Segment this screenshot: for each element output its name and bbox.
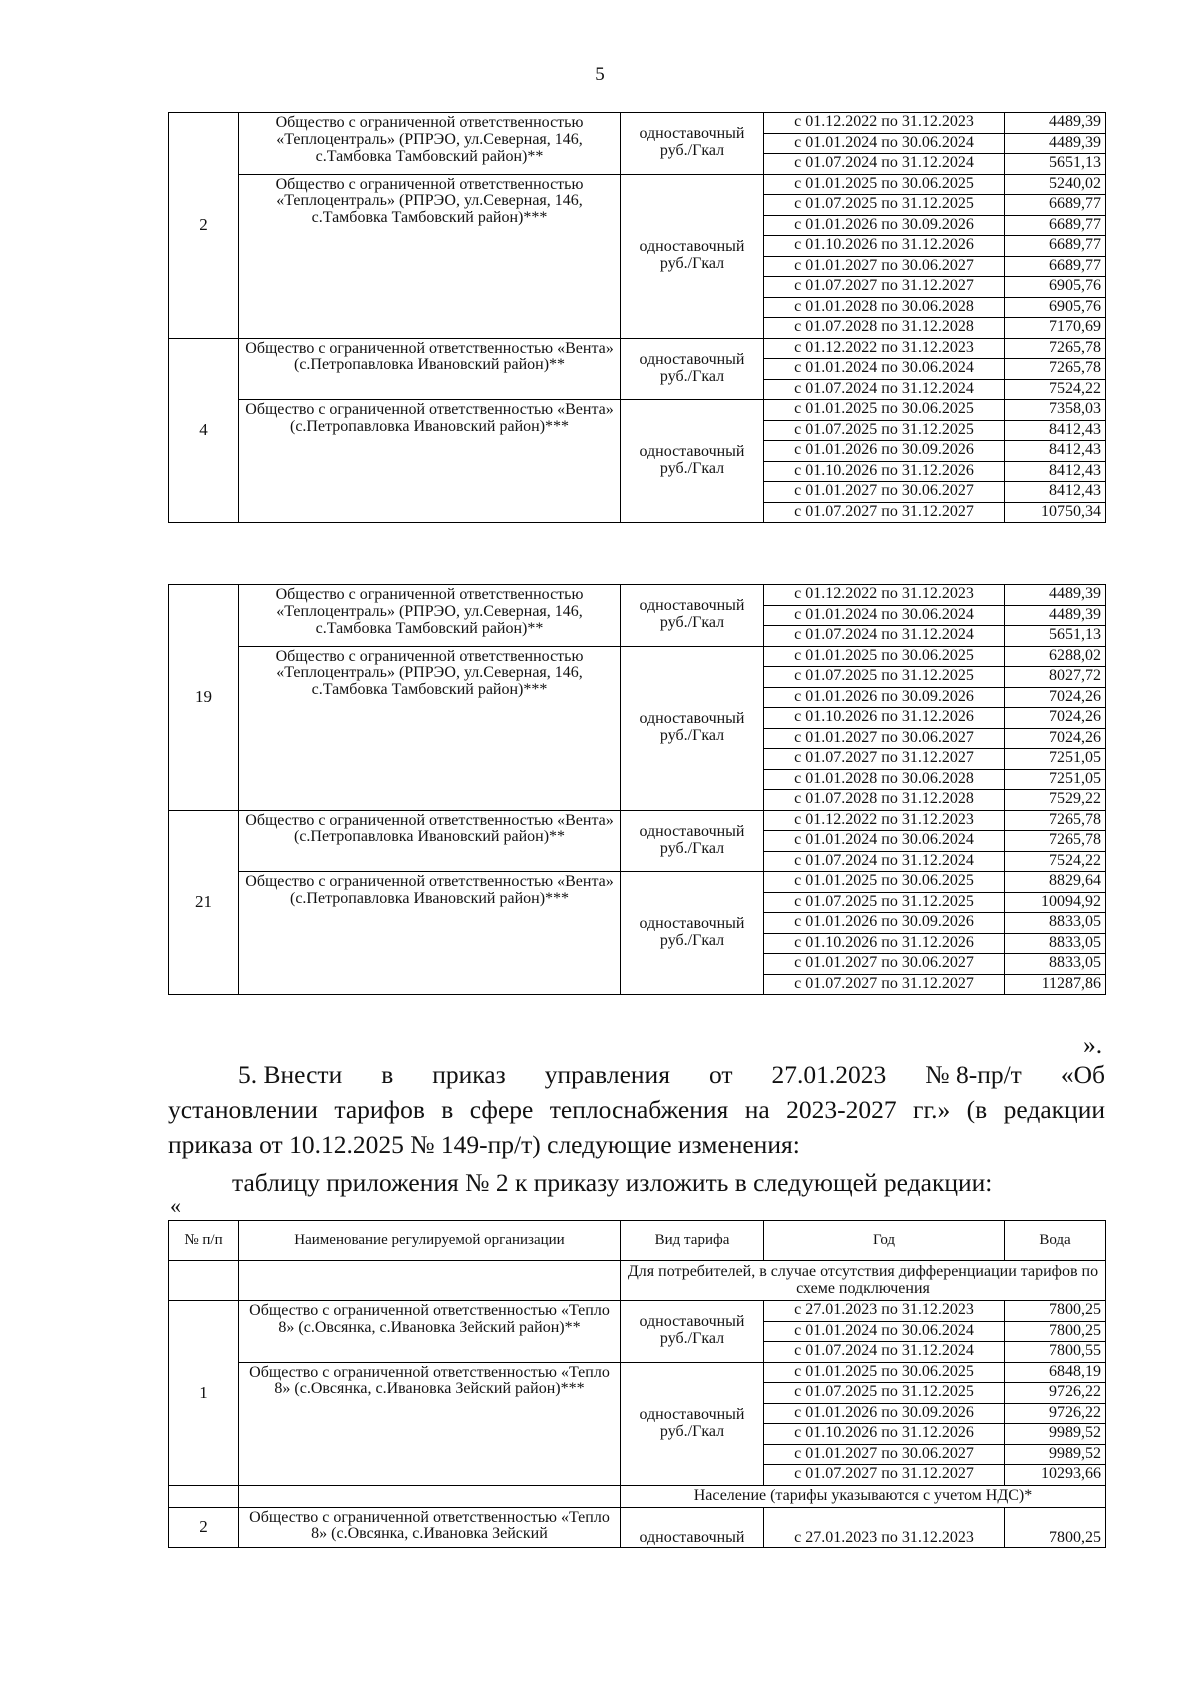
tariff-type: одноставочный руб./Гкал [621, 1301, 764, 1363]
row-number: 21 [169, 810, 239, 995]
value-cell: 9726,22 [1005, 1383, 1106, 1404]
value-cell: 8833,05 [1005, 933, 1106, 954]
section-consumers: Для потребителей, в случае отсутствия дифференциации тарифов по схеме подключения [621, 1261, 1106, 1301]
period-cell: с 01.01.2025 по 30.06.2025 [764, 1362, 1005, 1383]
period-cell: с 01.01.2026 по 30.09.2026 [764, 215, 1005, 236]
tariff-row [169, 338, 1106, 359]
tariff-row [169, 1301, 1106, 1322]
tariff-type: одноставочный руб./Гкал [621, 872, 764, 995]
organization-name: Общество с ограниченной ответственностью «Тепло 8» (с.Овсянка, с.Ивановка Зейский [239, 1507, 621, 1547]
item5-word: «Об [1060, 1060, 1105, 1089]
period-cell: с 01.10.2026 по 31.12.2026 [764, 461, 1005, 482]
period-cell: с 01.01.2027 по 30.06.2027 [764, 256, 1005, 277]
value-cell: 7024,26 [1005, 728, 1106, 749]
value-cell: 10293,66 [1005, 1465, 1106, 1486]
period-cell: с 27.01.2023 по 31.12.2023 [764, 1507, 1005, 1547]
header-number: № п/п [169, 1221, 239, 1261]
value-cell: 7524,22 [1005, 851, 1106, 872]
value-cell: 7170,69 [1005, 318, 1106, 339]
organization-name: Общество с ограниченной ответственностью «Теплоцентраль» (РПРЭО, ул.Северная, 146, с.Тамбовка Тамбовский район)** [239, 113, 621, 175]
organization-name: Общество с ограниченной ответственностью «Теплоцентраль» (РПРЭО, ул.Северная, 146, с.Тамбовка Тамбовский район)*** [239, 174, 621, 338]
period-cell: с 01.01.2024 по 30.06.2024 [764, 359, 1005, 380]
period-cell: с 01.07.2027 по 31.12.2027 [764, 749, 1005, 770]
item5-word: № 8-пр/т [925, 1060, 1022, 1089]
value-cell: 5651,13 [1005, 626, 1106, 647]
open-quote: « [170, 1193, 181, 1218]
organization-name: Общество с ограниченной ответственностью «Вента» (с.Петропавловка Ивановский район)** [239, 338, 621, 400]
period-cell: с 01.07.2027 по 31.12.2027 [764, 277, 1005, 298]
period-cell: с 27.01.2023 по 31.12.2023 [764, 1301, 1005, 1322]
period-cell: с 01.01.2028 по 30.06.2028 [764, 769, 1005, 790]
row-number: 19 [169, 585, 239, 811]
value-cell: 6689,77 [1005, 215, 1106, 236]
tariff-table-body [169, 1221, 1106, 1548]
item5-word: 27.01.2023 [771, 1060, 887, 1089]
value-cell: 7800,25 [1005, 1321, 1106, 1342]
item5-line1 [238, 1060, 1105, 1090]
period-cell: с 01.07.2028 по 31.12.2028 [764, 318, 1005, 339]
tariff-type: одноставочный руб./Гкал [621, 810, 764, 872]
value-cell: 10094,92 [1005, 892, 1106, 913]
item5-word: управления [544, 1060, 670, 1089]
value-cell: 6905,76 [1005, 297, 1106, 318]
value-cell: 6689,77 [1005, 236, 1106, 257]
period-cell: с 01.01.2025 по 30.06.2025 [764, 872, 1005, 893]
section-empty-cell [169, 1485, 239, 1507]
period-cell: с 01.07.2025 по 31.12.2025 [764, 420, 1005, 441]
page-number: 5 [595, 64, 605, 85]
section-row [169, 1485, 1106, 1507]
period-cell: с 01.01.2027 по 30.06.2027 [764, 1444, 1005, 1465]
period-cell: с 01.10.2026 по 31.12.2026 [764, 708, 1005, 729]
period-cell: с 01.07.2025 по 31.12.2025 [764, 667, 1005, 688]
value-cell: 7800,25 [1005, 1301, 1106, 1322]
value-cell: 7265,78 [1005, 831, 1106, 852]
value-cell: 4489,39 [1005, 133, 1106, 154]
value-cell: 4489,39 [1005, 113, 1106, 134]
value-cell: 8412,43 [1005, 420, 1106, 441]
value-cell: 6905,76 [1005, 277, 1106, 298]
period-cell: с 01.07.2025 по 31.12.2025 [764, 892, 1005, 913]
period-cell: с 01.07.2024 по 31.12.2024 [764, 626, 1005, 647]
period-cell: с 01.01.2026 по 30.09.2026 [764, 687, 1005, 708]
organization-name: Общество с ограниченной ответственностью «Тепло 8» (с.Овсянка, с.Ивановка Зейский район)*** [239, 1362, 621, 1485]
period-cell: с 01.12.2022 по 31.12.2023 [764, 338, 1005, 359]
period-cell: с 01.01.2025 по 30.06.2025 [764, 174, 1005, 195]
value-cell: 4489,39 [1005, 605, 1106, 626]
section-row [169, 1261, 1106, 1301]
period-cell: с 01.07.2025 по 31.12.2025 [764, 195, 1005, 216]
value-cell: 7358,03 [1005, 400, 1106, 421]
tariff-row [169, 113, 1106, 134]
item5-word: 5. Внести [238, 1060, 343, 1089]
value-cell: 7265,78 [1005, 338, 1106, 359]
value-cell: 7529,22 [1005, 790, 1106, 811]
tariff-table-body [169, 585, 1106, 995]
period-cell: с 01.01.2026 по 30.09.2026 [764, 441, 1005, 462]
item5-line3: приказа от 10.12.2025 № 149-пр/т) следующие изменения: [168, 1130, 800, 1159]
period-cell: с 01.12.2022 по 31.12.2023 [764, 585, 1005, 606]
item5-line2 [168, 1095, 1105, 1125]
organization-name: Общество с ограниченной ответственностью «Тепло 8» (с.Овсянка, с.Ивановка Зейский район)** [239, 1301, 621, 1363]
item5-line4: таблицу приложения № 2 к приказу изложить в следующей редакции: [232, 1168, 993, 1197]
period-cell: с 01.07.2025 по 31.12.2025 [764, 1383, 1005, 1404]
header-water: Вода [1005, 1221, 1106, 1261]
tariff-row [169, 810, 1106, 831]
period-cell: с 01.01.2025 по 30.06.2025 [764, 400, 1005, 421]
tariff-row [169, 585, 1106, 606]
value-cell: 9726,22 [1005, 1403, 1106, 1424]
value-cell: 7265,78 [1005, 810, 1106, 831]
organization-name: Общество с ограниченной ответственностью «Теплоцентраль» (РПРЭО, ул.Северная, 146, с.Тамбовка Тамбовский район)** [239, 585, 621, 647]
row-number: 1 [169, 1301, 239, 1486]
period-cell: с 01.10.2026 по 31.12.2026 [764, 1424, 1005, 1445]
tariff-type: одноставочный руб./Гкал [621, 646, 764, 810]
period-cell: с 01.01.2026 по 30.09.2026 [764, 1403, 1005, 1424]
row-number: 2 [169, 113, 239, 339]
value-cell: 8412,43 [1005, 482, 1106, 503]
tariff-type: одноставочный руб./Гкал [621, 400, 764, 523]
value-cell: 10750,34 [1005, 502, 1106, 523]
value-cell: 8833,05 [1005, 913, 1106, 934]
tariff-type: одноставочный руб./Гкал [621, 1362, 764, 1485]
tariff-type: одноставочный руб./Гкал [621, 174, 764, 338]
tariff-type: одноставочный руб./Гкал [621, 585, 764, 647]
value-cell: 8412,43 [1005, 461, 1106, 482]
tariff-table-body [169, 113, 1106, 523]
organization-name: Общество с ограниченной ответственностью «Вента» (с.Петропавловка Ивановский район)** [239, 810, 621, 872]
period-cell: с 01.01.2027 по 30.06.2027 [764, 482, 1005, 503]
value-cell: 7251,05 [1005, 769, 1106, 790]
item5-word: приказ [432, 1060, 506, 1089]
period-cell: с 01.07.2024 по 31.12.2024 [764, 851, 1005, 872]
period-cell: с 01.01.2026 по 30.09.2026 [764, 913, 1005, 934]
header-year: Год [764, 1221, 1005, 1261]
period-cell: с 01.01.2025 по 30.06.2025 [764, 646, 1005, 667]
tariff-row [169, 1362, 1106, 1383]
value-cell: 9989,52 [1005, 1444, 1106, 1465]
tariff-table-continued [168, 112, 1106, 523]
period-cell: с 01.10.2026 по 31.12.2026 [764, 236, 1005, 257]
tariff-table-second [168, 584, 1106, 995]
value-cell: 7251,05 [1005, 749, 1106, 770]
period-cell: с 01.07.2028 по 31.12.2028 [764, 790, 1005, 811]
period-cell: с 01.07.2024 по 31.12.2024 [764, 379, 1005, 400]
value-cell: 9989,52 [1005, 1424, 1106, 1445]
value-cell: 6689,77 [1005, 195, 1106, 216]
header-organization: Наименование регулируемой организации [239, 1221, 621, 1261]
value-cell: 7024,26 [1005, 708, 1106, 729]
tariff-type: одноставочный руб./Гкал [621, 113, 764, 175]
period-cell: с 01.12.2022 по 31.12.2023 [764, 810, 1005, 831]
item5-word: в [381, 1060, 394, 1089]
closing-quote: ». [1083, 1030, 1103, 1059]
item5-word: от [708, 1060, 733, 1089]
period-cell: с 01.01.2024 по 30.06.2024 [764, 605, 1005, 626]
period-cell: с 01.07.2024 по 31.12.2024 [764, 154, 1005, 175]
period-cell: с 01.01.2024 по 30.06.2024 [764, 133, 1005, 154]
table-header-row [169, 1221, 1106, 1261]
row-number: 2 [169, 1507, 239, 1547]
period-cell: с 01.10.2026 по 31.12.2026 [764, 933, 1005, 954]
tariff-row [169, 646, 1106, 667]
organization-name: Общество с ограниченной ответственностью «Вента» (с.Петропавловка Ивановский район)*** [239, 872, 621, 995]
value-cell: 5651,13 [1005, 154, 1106, 175]
organization-name: Общество с ограниченной ответственностью «Теплоцентраль» (РПРЭО, ул.Северная, 146, с.Тамбовка Тамбовский район)*** [239, 646, 621, 810]
period-cell: с 01.01.2024 по 30.06.2024 [764, 831, 1005, 852]
section-population: Население (тарифы указываются с учетом НДС)* [621, 1485, 1106, 1507]
value-cell: 6689,77 [1005, 256, 1106, 277]
section-empty-cell [239, 1261, 621, 1301]
header-tariff-type: Вид тарифа [621, 1221, 764, 1261]
period-cell: с 01.07.2024 по 31.12.2024 [764, 1342, 1005, 1363]
value-cell: 8412,43 [1005, 441, 1106, 462]
value-cell: 8833,05 [1005, 954, 1106, 975]
value-cell: 6848,19 [1005, 1362, 1106, 1383]
value-cell: 7024,26 [1005, 687, 1106, 708]
value-cell: 5240,02 [1005, 174, 1106, 195]
period-cell: с 01.12.2022 по 31.12.2023 [764, 113, 1005, 134]
tariff-type: одноставочный руб./Гкал [621, 338, 764, 400]
period-cell: с 01.01.2027 по 30.06.2027 [764, 954, 1005, 975]
period-cell: с 01.01.2028 по 30.06.2028 [764, 297, 1005, 318]
tariff-row [169, 872, 1106, 893]
period-cell: с 01.01.2024 по 30.06.2024 [764, 1321, 1005, 1342]
value-cell: 7800,25 [1005, 1507, 1106, 1547]
period-cell: с 01.07.2027 по 31.12.2027 [764, 502, 1005, 523]
period-cell: с 01.01.2027 по 30.06.2027 [764, 728, 1005, 749]
value-cell: 7800,55 [1005, 1342, 1106, 1363]
tariff-table-appendix2 [168, 1220, 1106, 1548]
tariff-row [169, 1507, 1106, 1547]
tariff-row [169, 400, 1106, 421]
tariff-row [169, 174, 1106, 195]
value-cell: 7524,22 [1005, 379, 1106, 400]
organization-name: Общество с ограниченной ответственностью «Вента» (с.Петропавловка Ивановский район)*** [239, 400, 621, 523]
period-cell: с 01.07.2027 по 31.12.2027 [764, 1465, 1005, 1486]
section-empty-cell [239, 1485, 621, 1507]
value-cell: 8829,64 [1005, 872, 1106, 893]
row-number: 4 [169, 338, 239, 523]
tariff-type: одноставочный [621, 1507, 764, 1547]
value-cell: 11287,86 [1005, 974, 1106, 995]
value-cell: 8027,72 [1005, 667, 1106, 688]
value-cell: 4489,39 [1005, 585, 1106, 606]
value-cell: 6288,02 [1005, 646, 1106, 667]
period-cell: с 01.07.2027 по 31.12.2027 [764, 974, 1005, 995]
section-empty-cell [169, 1261, 239, 1301]
value-cell: 7265,78 [1005, 359, 1106, 380]
item5-line2-text: установлении тарифов в сфере теплоснабжения на 2023-2027 гг.» (в редакции [168, 1095, 1105, 1124]
